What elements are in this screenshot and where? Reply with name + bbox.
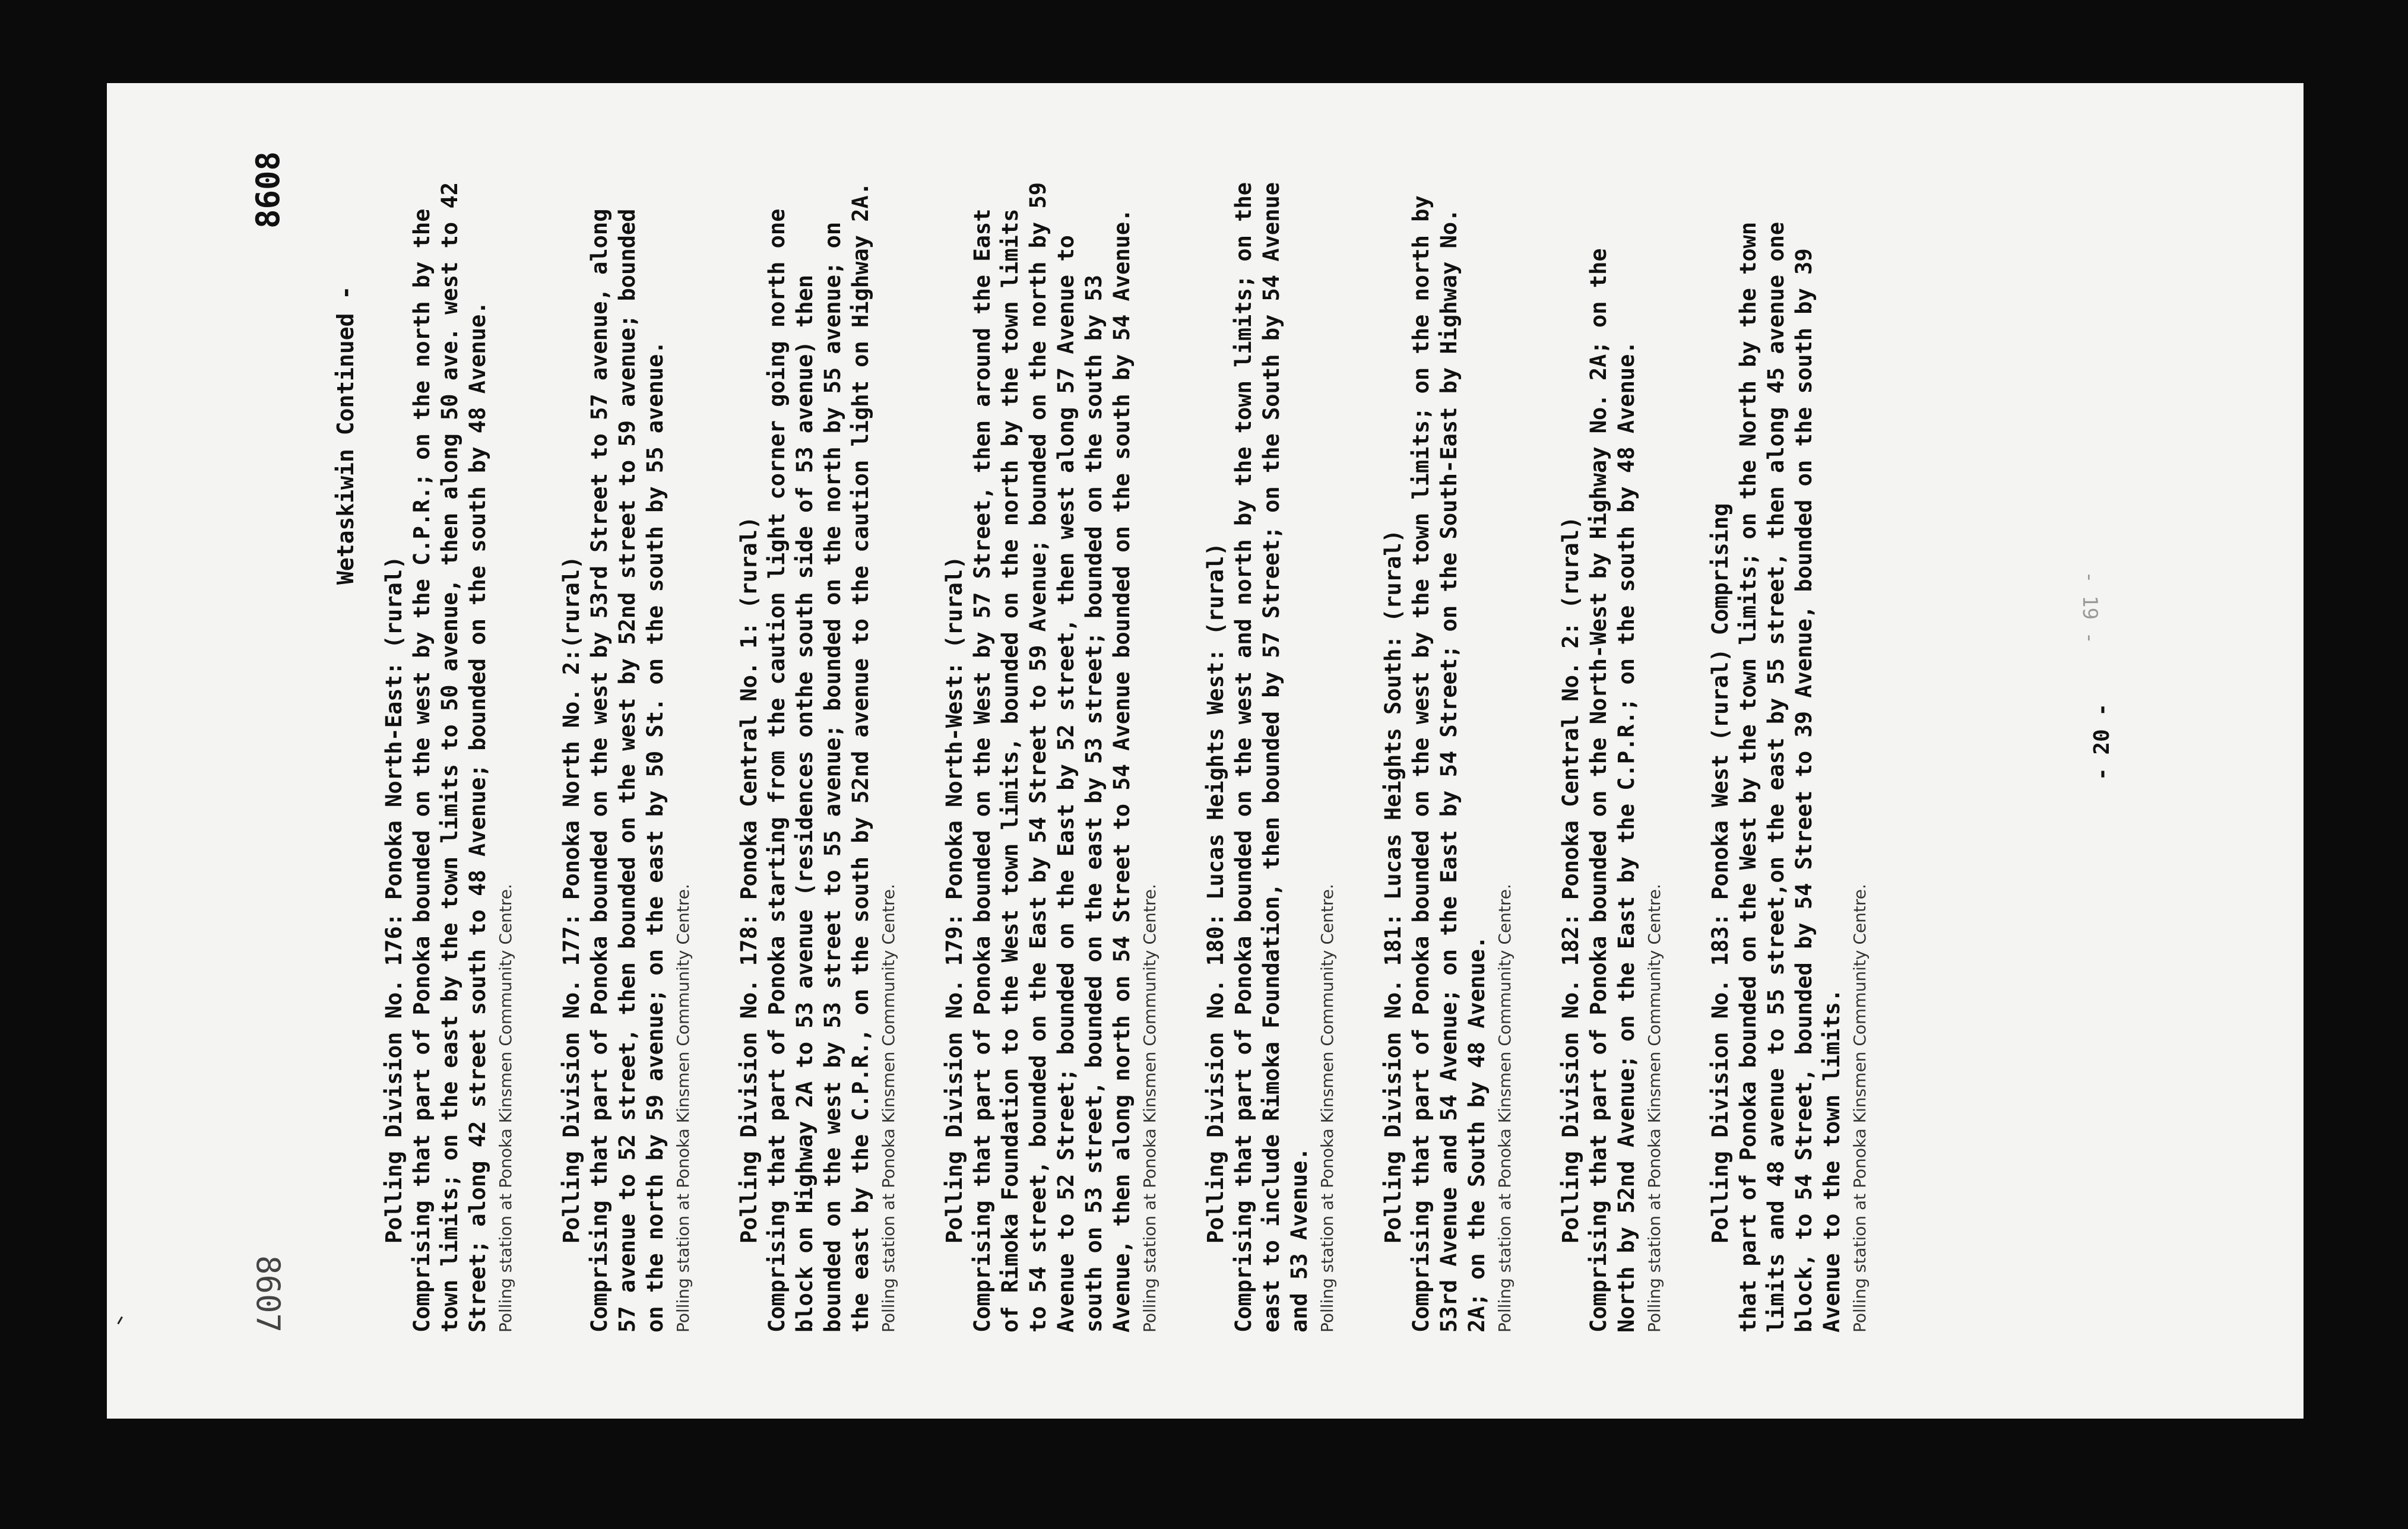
division-body: Comprising that part of Ponoka bounded on the west and north by the town limits; on the east to include Rimoka Foundation, then bounded by 57 Street; on the South by 54 Avenue and 53 Avenue.: [1231, 182, 1312, 1333]
division-181: [1379, 169, 1519, 1333]
division-178: [735, 169, 902, 1333]
scratch-mark: [117, 1317, 128, 1328]
division-body: Comprising that part of Ponoka bounded on the North-West by Highway No. 2A; on the North by 52nd Avenue; on the East by the C.P.R.; on the south by 48 Avenue.: [1586, 248, 1639, 1333]
polling-station: Polling station at Ponoka Kinsmen Community Centre.: [879, 884, 898, 1333]
division-title: Polling Division No. 179: Ponoka North-West: (rural): [942, 556, 967, 1243]
division-body: Comprising that part of Ponoka bounded on the west by the town limits; on the north by 53rd Avenue and 54 Avenue; on the East by 54 Street; on the South-East by Highway No. 2A; on the South by 48 Avenue.: [1408, 195, 1490, 1333]
division-title: Polling Division No. 178: Ponoka Central No. 1: (rural): [736, 516, 762, 1243]
division-title: Polling Division No. 181: Lucas Heights South: (rural): [1380, 529, 1406, 1243]
division-title: Polling Division No. 177: Ponoka North No. 2:(rural): [559, 556, 584, 1243]
polling-station: Polling station at Ponoka Kinsmen Community Centre.: [1140, 884, 1159, 1333]
division-182: [1557, 169, 1668, 1333]
polling-station: Polling station at Ponoka Kinsmen Community Centre.: [1317, 884, 1337, 1333]
division-title: Polling Division No. 183: Ponoka West (rural) Comprising: [1707, 503, 1733, 1243]
ghost-page-number: - 19 -: [2078, 571, 2102, 644]
rotated-page-content: [226, 98, 2185, 1404]
division-body: Comprising that part of Ponoka bounded on the West by 57 Street, then around the East of Rimoka Foundation to the West town limits, bounded on the north by the town limits to 54 street, bounded on the East by 54 Street to 59 Avenue; bounded on the north by 59 Avenue to 52 Street; bounded on the East by 52 street, then west along 57 Avenue to south on 53 street, bounded on the east by 53 street; bounded on the south by 53 Avenue, then along north on 54 Street to 54 Avenue bounded on the south by 54 Avenue.: [969, 182, 1135, 1333]
division-183: [1706, 169, 1874, 1333]
polling-station: Polling station at Ponoka Kinsmen Community Centre.: [1495, 884, 1514, 1333]
page-heading: Wetaskiwin Continued -: [332, 286, 359, 585]
polling-station: Polling station at Ponoka Kinsmen Community Centre.: [1850, 884, 1870, 1333]
division-title: Polling Division No. 176: Ponoka North-East: (rural): [381, 556, 407, 1243]
frame-number-top: 8608: [249, 151, 287, 229]
division-title: Polling Division No. 180: Lucas Heights West: (rural): [1203, 543, 1228, 1243]
division-177: [557, 169, 697, 1333]
page-number: - 20 -: [2090, 703, 2114, 781]
division-body: Comprising that part of Ponoka bounded on the west by the C.P.R.; on the north by the town limits; on the east by the town limits to 50 avenue, then along 50 ave. west to 42 Street; along 42 street south to 48 Avenue; bounded on the south by 48 Avenue.: [409, 182, 490, 1333]
division-176: [380, 169, 519, 1333]
division-180: [1202, 169, 1341, 1333]
division-179: [940, 169, 1164, 1333]
polling-station: Polling station at Ponoka Kinsmen Community Centre.: [673, 884, 693, 1333]
division-body: Comprising that part of Ponoka bounded on the west by 53rd Street to 57 avenue, along 57 avenue to 52 street, then bounded on the west by 52nd street to 59 avenue; bounded on the north by 59 avenue; on the east by 50 St. on the south by 55 avenue.: [587, 208, 668, 1333]
division-body: Comprising that part of Ponoka starting from the caution light corner going north one block on Highway 2A to 53 avenue (residences onthe south side of 53 avenue) then bounded on the west by 53 street to 55 avenue; bounded on the north by 55 avenue; on the east by the C.P.R., on the south by 52nd avenue to the caution light on Highway 2A.: [764, 182, 873, 1333]
division-title: Polling Division No. 182: Ponoka Central No. 2: (rural): [1558, 516, 1583, 1243]
polling-station: Polling station at Ponoka Kinsmen Community Centre.: [1645, 884, 1664, 1333]
polling-divisions: [380, 169, 1912, 1333]
polling-station: Polling station at Ponoka Kinsmen Community Centre.: [496, 884, 515, 1333]
division-body: that part of Ponoka bounded on the West by the town limits; on the North by the town limits and 48 avenue to 55 street,on the east by 55 street, then along 45 avenue one block, to 54 Street, bounded by 54 Street to 39 Avenue, bounded on the south by 39 Avenue to the town limits.: [1735, 221, 1845, 1333]
frame-number-bottom: 8607: [249, 1255, 287, 1333]
document-page: [107, 83, 2304, 1419]
